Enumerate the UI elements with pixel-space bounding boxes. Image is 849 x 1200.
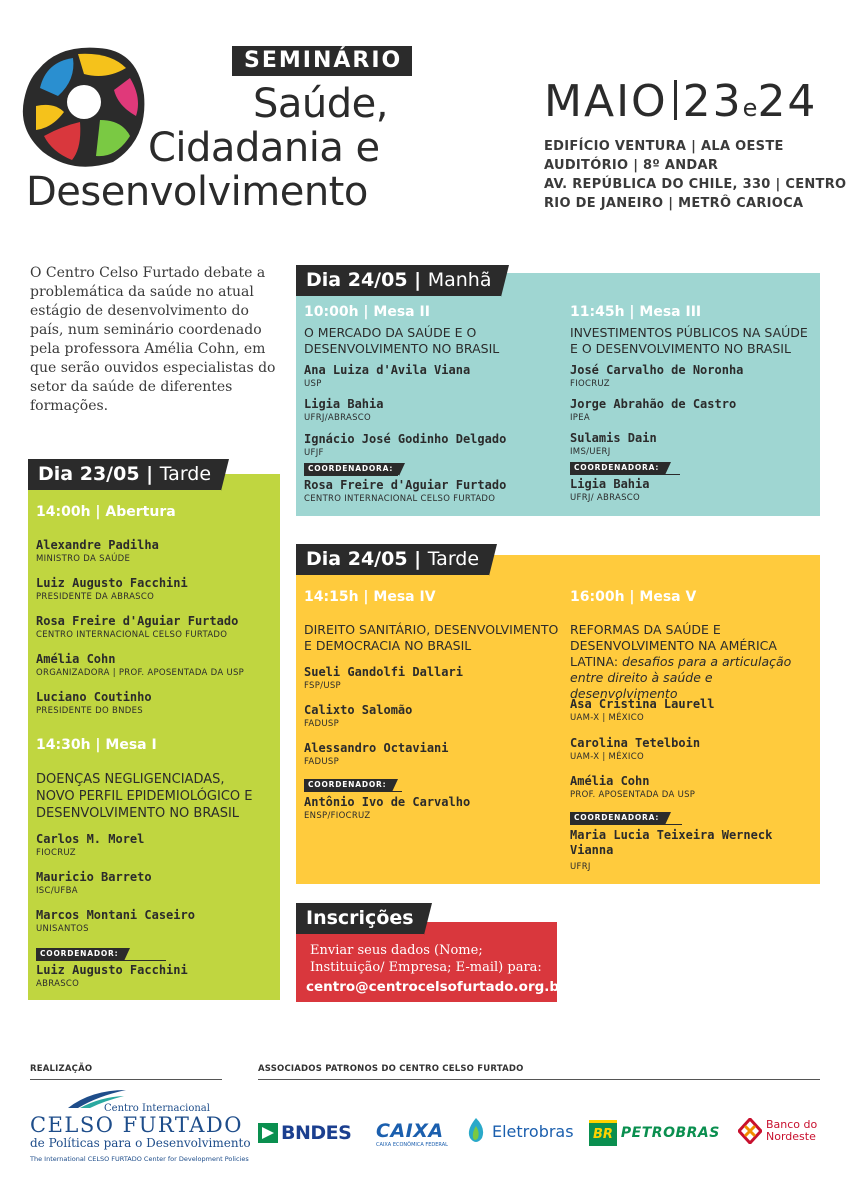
mesa-title-line: REFORMAS DA SAÚDE E	[570, 622, 721, 637]
speaker	[304, 397, 383, 424]
speaker-affiliation: ISC/UFBA	[36, 886, 78, 896]
speaker-name: Rosa Freire d'Aguiar Furtado	[36, 614, 239, 628]
petrobras-text: PETROBRAS	[620, 1125, 720, 1141]
mesa2-title	[304, 325, 499, 357]
cf-logo-small: Centro Internacional	[104, 1103, 210, 1114]
coordinator-name: Maria Lucia Teixeira Werneck	[570, 828, 773, 842]
date-separator	[674, 80, 677, 120]
day24-afternoon-tab: Dia 24/05 | Tarde	[296, 544, 489, 575]
eletrobras-icon	[464, 1116, 488, 1146]
cf-logo-tagline: The International CELSO FURTADO Center for Development Policies	[30, 1155, 249, 1163]
bndes-logo	[258, 1121, 351, 1145]
coordinator-divider	[570, 474, 680, 475]
speaker-name: Sulamis Dain	[570, 431, 657, 445]
coordinator-affiliation: ABRASCO	[36, 979, 80, 989]
speaker	[36, 652, 244, 679]
title-line-3: Desenvolvimento	[26, 169, 368, 215]
caixa-logo	[376, 1120, 448, 1148]
day-tab-period: Tarde	[427, 548, 480, 570]
mesa-title-upper: LATINA:	[570, 654, 619, 669]
speaker	[36, 870, 152, 897]
speaker-affiliation: CENTRO INTERNACIONAL CELSO FURTADO	[36, 630, 228, 640]
speaker-affiliation: FADUSP	[304, 719, 340, 729]
speaker	[570, 431, 657, 458]
title-line-1: Saúde,	[253, 81, 388, 127]
slot-label: Mesa IV	[373, 589, 436, 605]
eletrobras-text: Eletrobras	[492, 1121, 574, 1141]
coordinator-label: COORDENADORA:	[570, 812, 665, 824]
registration-email-link[interactable]: centro@centrocelsofurtado.org.br	[306, 979, 566, 995]
coordinator-affiliation: UFRJ	[570, 862, 591, 872]
speaker-name: Amélia Cohn	[36, 652, 116, 666]
date-month: MAIO	[544, 76, 668, 127]
coordinator-label: COORDENADOR:	[304, 779, 392, 791]
abertura-slot: 14:00h | Abertura	[36, 504, 176, 520]
venue-line: AV. REPÚBLICA DO CHILE, 330 | CENTRO	[544, 177, 847, 192]
speaker	[304, 665, 463, 692]
coordinator-name: Ligia Bahia	[570, 477, 650, 491]
mesa2-slot: 10:00h | Mesa II	[304, 304, 430, 320]
slot-time: 10:00h	[304, 304, 359, 320]
speaker-name: Calixto Salomão	[304, 703, 413, 717]
coordinator-name: Vianna	[570, 843, 614, 857]
slot-label: Mesa I	[105, 737, 157, 753]
speaker	[304, 363, 470, 390]
speaker-affiliation: IMS/UERJ	[570, 447, 611, 457]
bndes-text: BNDES	[281, 1122, 352, 1144]
coordinator-affiliation: UFRJ/ ABRASCO	[570, 493, 641, 503]
mesa-title-line: DIREITO SANITÁRIO, DESENVOLVIMENTO	[304, 622, 559, 637]
speaker-affiliation: PROF. APOSENTADA DA USP	[570, 790, 696, 800]
speaker-affiliation: PRESIDENTE DA ABRASCO	[36, 592, 155, 602]
slot-time: 14:00h	[36, 504, 91, 520]
petrobras-logo	[589, 1120, 720, 1146]
mesa-title-line: DESENVOLVIMENTO NO BRASIL	[304, 341, 500, 356]
mesa4-title	[304, 622, 558, 654]
bnb-icon	[738, 1118, 762, 1144]
venue-line: EDIFÍCIO VENTURA | ALA OESTE	[544, 139, 784, 154]
venue-address	[544, 137, 846, 213]
coordinator-divider	[36, 960, 166, 961]
speaker-affiliation: USP	[304, 379, 322, 389]
speaker-affiliation: FADUSP	[304, 757, 340, 767]
speaker	[36, 690, 152, 717]
speaker-name: Mauricio Barreto	[36, 870, 152, 884]
caixa-text: CAIXA	[376, 1120, 444, 1142]
coordinator-name: Luiz Augusto Facchini	[36, 963, 188, 977]
speaker-name: Marcos Montani Caseiro	[36, 908, 195, 922]
speaker-affiliation: IPEA	[570, 413, 591, 423]
mesa-title-line: DOENÇAS NEGLIGENCIADAS,	[36, 772, 225, 787]
speaker-name: Carolina Tetelboin	[570, 736, 701, 750]
speaker	[570, 697, 715, 724]
bnb-line-1: Banco do	[766, 1118, 818, 1131]
br-badge: BR	[589, 1120, 617, 1146]
speaker-name: Ignácio José Godinho Delgado	[304, 432, 507, 446]
day23-tab: Dia 23/05 | Tarde	[28, 459, 221, 490]
speaker-affiliation: UFRJ/ABRASCO	[304, 413, 372, 423]
mesa3-slot: 11:45h | Mesa III	[570, 304, 702, 320]
day-tab-period: Manhã	[427, 269, 492, 291]
eletrobras-logo	[464, 1116, 574, 1146]
slot-label: Mesa V	[639, 589, 697, 605]
coordinator	[304, 478, 506, 505]
speaker-name: Ligia Bahia	[304, 397, 384, 411]
coordinator	[570, 477, 649, 504]
mesa1-slot: 14:30h | Mesa I	[36, 737, 157, 753]
banco-do-nordeste-logo	[738, 1118, 817, 1144]
coordinator-affiliation: CENTRO INTERNACIONAL CELSO FURTADO	[304, 494, 496, 504]
coordinator-label: COORDENADOR:	[36, 948, 124, 960]
mesa3-title	[570, 325, 808, 357]
realizacao-label: REALIZAÇÃO	[30, 1064, 93, 1074]
slot-time: 16:00h	[570, 589, 625, 605]
speaker-name: Luiz Augusto Facchini	[36, 576, 188, 590]
speaker-name: Jorge Abrahão de Castro	[570, 397, 737, 411]
speaker	[36, 538, 159, 565]
coordinator-name: Antônio Ivo de Carvalho	[304, 795, 471, 809]
bndes-icon	[258, 1123, 278, 1143]
speaker	[304, 703, 412, 730]
coordinator-label: COORDENADORA:	[570, 462, 665, 474]
coordinator	[570, 828, 772, 873]
registration-line: Enviar seus dados (Nome;	[310, 943, 483, 958]
title-line-2: Cidadania e	[148, 125, 380, 171]
mesa-title-line	[570, 654, 820, 670]
registration-instructions	[310, 942, 542, 976]
slot-time: 14:30h	[36, 737, 91, 753]
seminar-badge: SEMINÁRIO	[232, 46, 412, 76]
speaker-affiliation: FIOCRUZ	[570, 379, 610, 389]
mesa4-slot: 14:15h | Mesa IV	[304, 589, 436, 605]
mesa-title-italic: desafios para a articulação	[618, 654, 792, 669]
day23-panel	[28, 474, 280, 1000]
speaker-affiliation: FIOCRUZ	[36, 848, 76, 858]
slot-label: Mesa II	[373, 304, 430, 320]
venue-line: RIO DE JANEIRO | METRÔ CARIOCA	[544, 196, 804, 211]
speaker	[304, 741, 449, 768]
speaker	[304, 432, 506, 459]
coordinator	[36, 963, 188, 990]
cf-logo-name: CELSO FURTADO	[30, 1113, 243, 1137]
bnb-line-2: Nordeste	[766, 1130, 816, 1143]
speaker	[36, 614, 238, 641]
coordinator	[304, 795, 470, 822]
mesa-title-line: DESENVOLVIMENTO NO BRASIL	[36, 806, 240, 821]
speaker	[36, 576, 188, 603]
speaker	[570, 397, 736, 424]
speaker-affiliation: FSP/USP	[304, 681, 341, 691]
speaker	[36, 832, 144, 859]
coordinator-divider	[570, 824, 682, 825]
speaker	[570, 736, 700, 763]
date-and: e	[742, 94, 758, 122]
mesa-title-line: DESENVOLVIMENTO NA AMÉRICA	[570, 638, 777, 653]
coordinator-affiliation: ENSP/FIOCRUZ	[304, 811, 371, 821]
speaker-affiliation: UAM-X | MÉXICO	[570, 752, 644, 762]
celso-furtado-logo	[30, 1103, 251, 1150]
slot-time: 14:15h	[304, 589, 359, 605]
speaker-name: Luciano Coutinho	[36, 690, 152, 704]
date-day-2: 24	[757, 76, 818, 127]
speaker-affiliation: MINISTRO DA SAÚDE	[36, 554, 131, 564]
mesa-title-line: entre direito à saúde e desenvolvimento	[570, 670, 713, 701]
speaker-name: Sueli Gandolfi Dallari	[304, 665, 463, 679]
speaker	[36, 908, 195, 935]
footer-divider	[30, 1079, 222, 1080]
day-tab-date: Dia 23/05	[38, 463, 140, 485]
mesa-title-line: E DEMOCRACIA NO BRASIL	[304, 638, 472, 653]
slot-label: Mesa III	[639, 304, 702, 320]
day24-morning-panel	[296, 273, 820, 516]
slot-label: Abertura	[105, 504, 176, 520]
day-tab-period: Tarde	[159, 463, 212, 485]
speaker-affiliation: UFJF	[304, 448, 324, 458]
associados-label: ASSOCIADOS PATRONOS DO CENTRO CELSO FURTADO	[258, 1064, 524, 1074]
day24-morning-tab: Dia 24/05 | Manhã	[296, 265, 501, 296]
bnb-text	[766, 1119, 817, 1143]
speaker-affiliation: UNISANTOS	[36, 924, 89, 934]
slot-time: 11:45h	[570, 304, 625, 320]
speaker-name: Carlos M. Morel	[36, 832, 145, 846]
registration-tab: Inscrições	[296, 903, 424, 934]
speaker-name: Amélia Cohn	[570, 774, 650, 788]
coordinator-label: COORDENADORA:	[304, 463, 399, 475]
intro-text: O Centro Celso Furtado debate a problemática da saúde no atual estágio de desenvolvimento do país, num seminário coordenado pela professora Amélia Cohn, em que serão ouvidos especialistas do setor da saúde de diferentes formações.	[30, 265, 276, 414]
mesa-title-line: NOVO PERFIL EPIDEMIOLÓGICO E	[36, 789, 253, 804]
footer-divider	[258, 1079, 820, 1080]
mesa5-slot: 16:00h | Mesa V	[570, 589, 697, 605]
date-day-1: 23	[682, 76, 743, 127]
coordinator-divider	[304, 791, 402, 792]
coordinator-name: Rosa Freire d'Aguiar Furtado	[304, 478, 507, 492]
speaker-name: Ana Luiza d'Avila Viana	[304, 363, 471, 377]
day-tab-date: Dia 24/05	[306, 269, 408, 291]
coordinator-divider	[304, 475, 398, 476]
mesa-title-line: INVESTIMENTOS PÚBLICOS NA SAÚDE	[570, 325, 808, 340]
speaker-name: Asa Cristina Laurell	[570, 697, 715, 711]
speaker-affiliation: ORGANIZADORA | PROF. APOSENTADA DA USP	[36, 668, 245, 678]
speaker-affiliation: PRESIDENTE DO BNDES	[36, 706, 143, 716]
caixa-subtext: CAIXA ECONÔMICA FEDERAL	[376, 1142, 448, 1148]
event-date	[544, 78, 817, 132]
speaker-name: Alessandro Octaviani	[304, 741, 449, 755]
seminar-logo-icon	[18, 40, 148, 170]
mesa-title-line: O MERCADO DA SAÚDE E O	[304, 325, 477, 340]
speaker	[570, 363, 743, 390]
cf-logo-sub: de Políticas para o Desenvolvimento	[30, 1136, 251, 1150]
speaker-name: Alexandre Padilha	[36, 538, 159, 552]
registration-line: Instituição/ Empresa; E-mail) para:	[310, 960, 542, 975]
day24-afternoon-panel	[296, 555, 820, 884]
mesa1-title	[36, 771, 253, 822]
speaker-name: José Carvalho de Noronha	[570, 363, 744, 377]
venue-line: AUDITÓRIO | 8º ANDAR	[544, 158, 719, 173]
speaker-affiliation: UAM-X | MÉXICO	[570, 713, 644, 723]
day-tab-date: Dia 24/05	[306, 548, 408, 570]
mesa-title-line: E O DESENVOLVIMENTO NO BRASIL	[570, 341, 791, 356]
speaker	[570, 774, 695, 801]
mesa5-title	[570, 622, 820, 702]
